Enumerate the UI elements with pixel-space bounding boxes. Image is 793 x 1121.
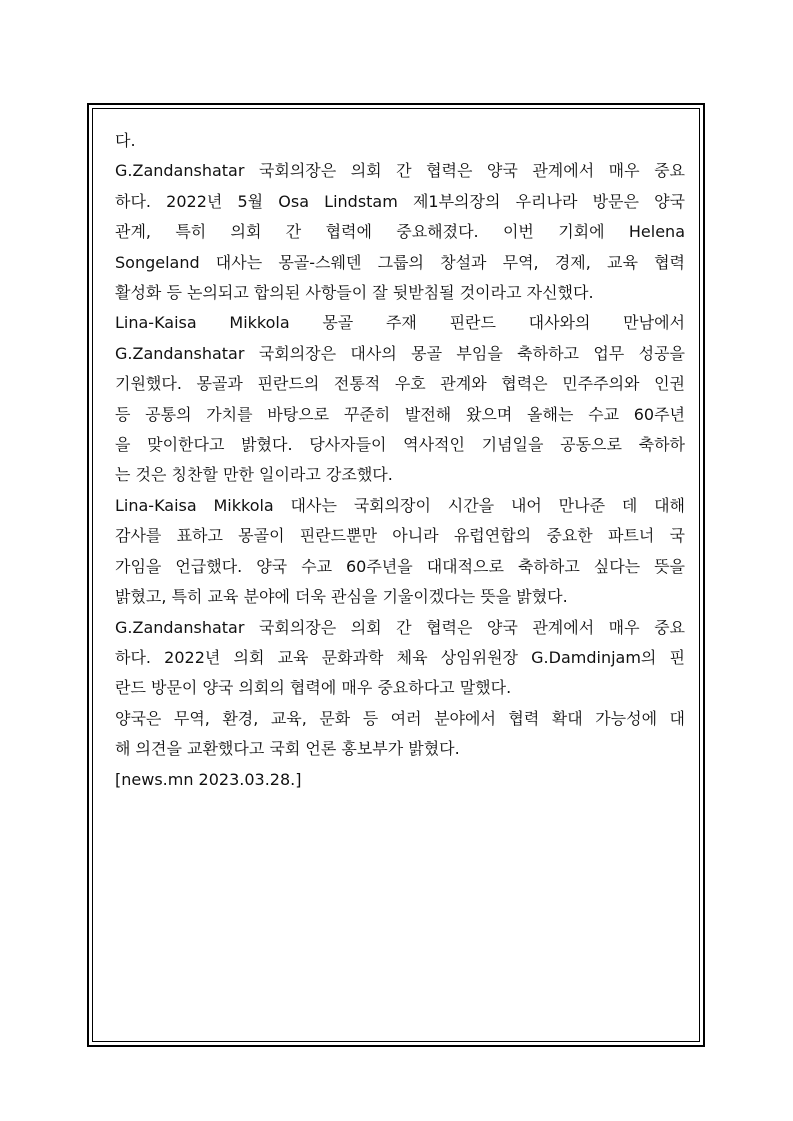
text-line: 다. bbox=[115, 131, 136, 150]
paragraph-exchange-views bbox=[115, 704, 685, 765]
article-body bbox=[115, 126, 685, 795]
text-line: G.Zandanshatar 국회의장은 대사의 몽골 부임을 축하하고 업무 성공을 bbox=[115, 343, 685, 363]
paragraph-finnish-meeting bbox=[115, 308, 685, 490]
text-line: G.Zandanshatar 국회의장은 의회 간 협력은 양국 관계에서 매우 중요 bbox=[115, 617, 685, 637]
paragraph-parliament-cooperation bbox=[115, 613, 685, 704]
paragraph-continuation bbox=[115, 126, 685, 156]
text-line: 활성화 등 논의되고 합의된 사항들이 잘 뒷받침될 것이라고 자신했다. bbox=[115, 283, 594, 303]
text-line: 란드 방문이 양국 의회의 협력에 매우 중요하다고 말했다. bbox=[115, 678, 512, 698]
text-line: 밝혔고, 특히 교육 분야에 더욱 관심을 기울이겠다는 뜻을 밝혔다. bbox=[115, 587, 568, 607]
text-line: G.Zandanshatar 국회의장은 의회 간 협력은 양국 관계에서 매우 중요 bbox=[115, 161, 685, 181]
paragraph-ambassador-response bbox=[115, 491, 685, 613]
text-line: 해 의견을 교환했다고 국회 언론 홍보부가 밝혔다. bbox=[115, 739, 460, 759]
text-line: 기원했다. 몽골과 핀란드의 전통적 우호 관계와 협력은 민주주의와 인권 bbox=[115, 374, 685, 394]
text-line: Lina-Kaisa Mikkola 대사는 국회의장이 시간을 내어 만나준 데 대해 bbox=[115, 495, 685, 515]
text-line: Lina-Kaisa Mikkola 몽골 주재 핀란드 대사와의 만남에서 bbox=[115, 313, 685, 333]
text-line: 감사를 표하고 몽골이 핀란드뿐만 아니라 유럽연합의 중요한 파트너 국 bbox=[115, 526, 685, 546]
source-citation-text: [news.mn 2023.03.28.] bbox=[115, 769, 302, 789]
source-citation bbox=[115, 765, 685, 795]
text-line: 을 맞이한다고 밝혔다. 당사자들이 역사적인 기념일을 공동으로 축하하 bbox=[115, 435, 685, 455]
text-line: 는 것은 칭찬할 만한 일이라고 강조했다. bbox=[115, 465, 393, 485]
text-line: 가임을 언급했다. 양국 수교 60주년을 대대적으로 축하하고 싶다는 뜻을 bbox=[115, 556, 685, 576]
text-line: Songeland 대사는 몽골-스웨덴 그룹의 창설과 무역, 경제, 교육 협력 bbox=[115, 252, 685, 272]
paragraph-swedish-meeting bbox=[115, 156, 685, 308]
text-line: 하다. 2022년 의회 교육 문화과학 체육 상임위원장 G.Damdinjam의 핀 bbox=[115, 647, 685, 667]
text-line: 등 공통의 가치를 바탕으로 꾸준히 발전해 왔으며 올해는 수교 60주년 bbox=[115, 404, 685, 424]
text-line: 관계, 특히 의회 간 협력에 중요해졌다. 이번 기회에 Helena bbox=[115, 222, 685, 242]
text-line: 양국은 무역, 환경, 교육, 문화 등 여러 분야에서 협력 확대 가능성에 대 bbox=[115, 708, 685, 728]
text-line: 하다. 2022년 5월 Osa Lindstam 제1부의장의 우리나라 방문은 양국 bbox=[115, 191, 685, 211]
